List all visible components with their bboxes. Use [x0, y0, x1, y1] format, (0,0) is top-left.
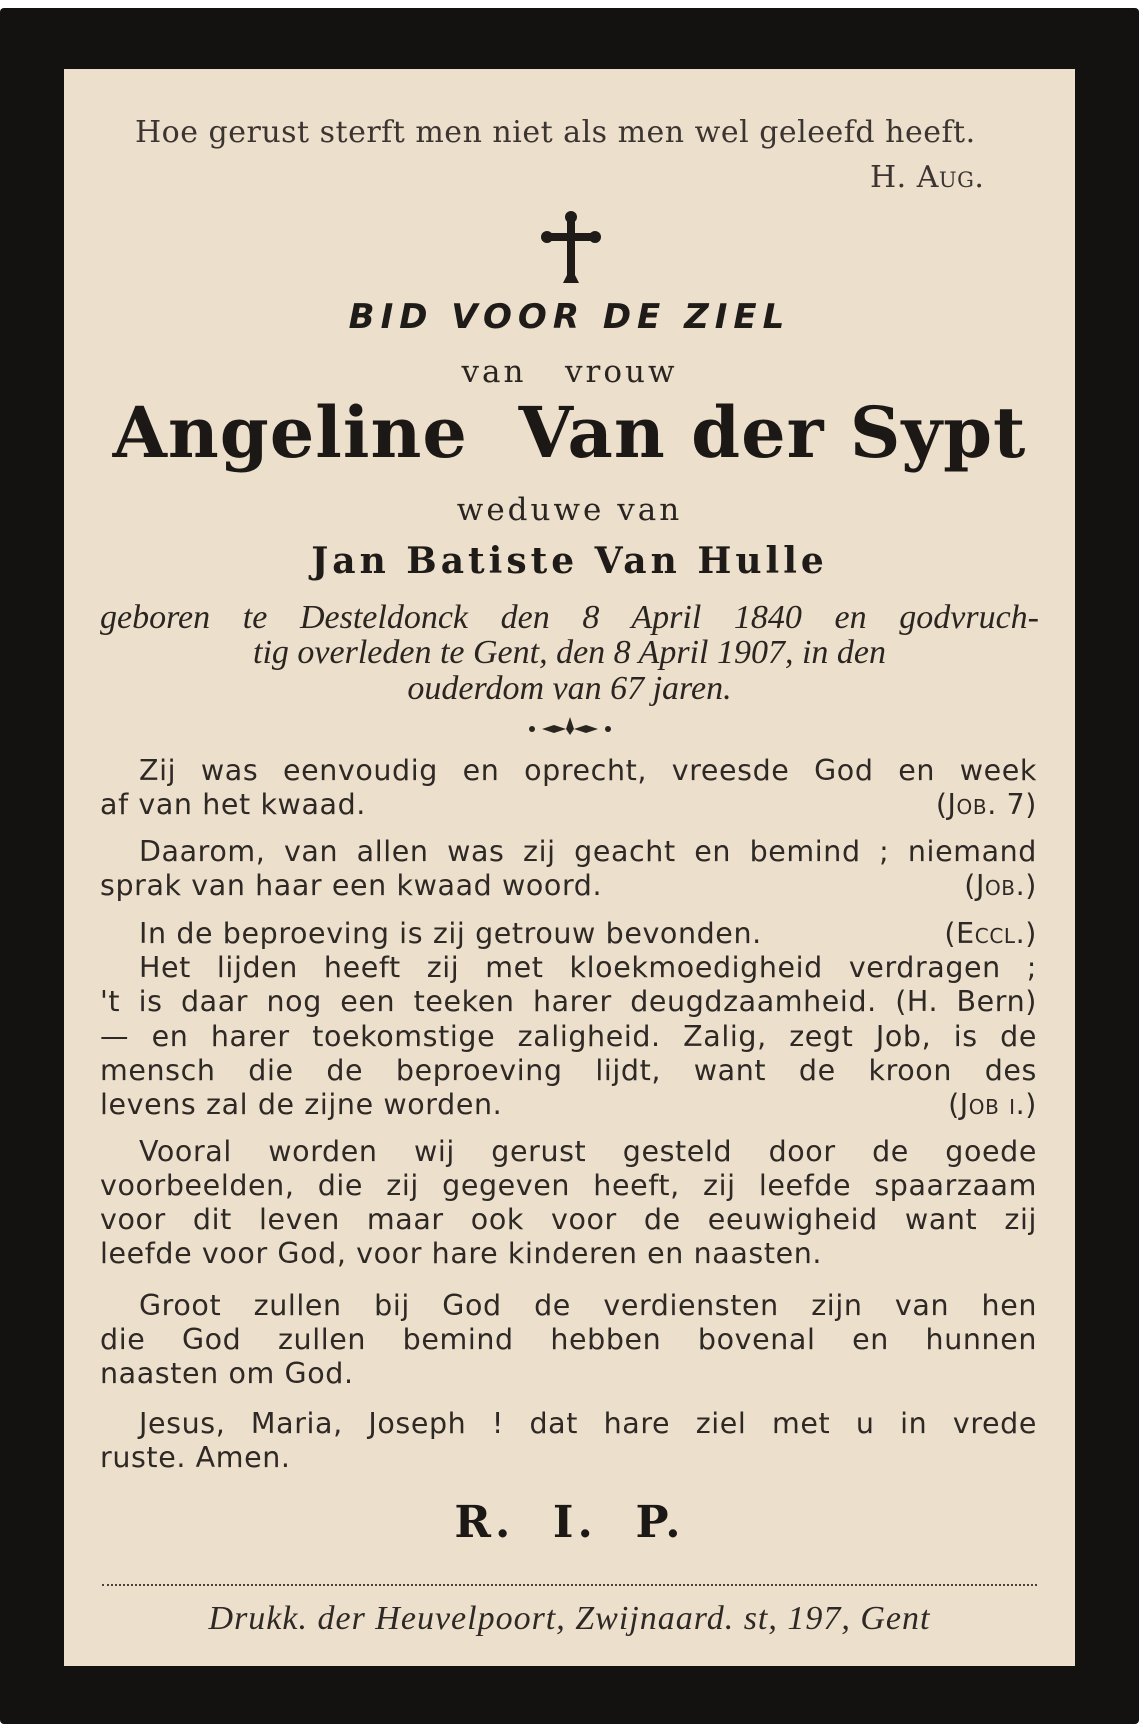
- paragraph-5-line-4: leefde voor God, voor hare kinderen en naasten.: [100, 1237, 823, 1270]
- epigraph-quote: Hoe gerust sterft men niet als men wel geleefd heeft.: [135, 115, 976, 150]
- paragraph-4-line-4: mensch die de beproeving lijdt, want de kroon des: [100, 1054, 1037, 1087]
- van-vrouw-label: van vrouw: [461, 354, 678, 390]
- paragraph-6-line-3: naasten om God.: [100, 1357, 354, 1390]
- paragraph-2-reference: (Job.): [964, 869, 1037, 902]
- husband-name: Jan Batiste Van Hulle: [311, 540, 828, 582]
- paragraph-5-line-2: voorbeelden, die zij gegeven heeft, zij leefde spaarzaam: [100, 1169, 1037, 1202]
- weduwe-label: weduwe van: [456, 492, 683, 528]
- paragraph-5-line-3: voor dit leven maar ook voor de eeuwigheid want zij: [100, 1203, 1037, 1236]
- paragraph-3-line-1: In de beproeving is zij getrouw bevonden.: [139, 917, 762, 950]
- paragraph-2-line-2: sprak van haar een kwaad woord.: [100, 869, 603, 902]
- paragraph-4-line-3: — en harer toekomstige zaligheid. Zalig, zegt Job, is de: [100, 1020, 1037, 1053]
- paragraph-6-line-2: die God zullen bemind hebben bovenal en hunnen: [100, 1323, 1037, 1356]
- paragraph-7-line-1: Jesus, Maria, Joseph ! dat hare ziel met u in vrede: [139, 1407, 1037, 1440]
- paragraph-1-line-1: Zij was eenvoudig en oprecht, vreesde God en week: [139, 754, 1037, 787]
- mourning-card-paper: [64, 69, 1075, 1666]
- printer-credit: Drukk. der Heuvelpoort, Zwijnaard. st, 197, Gent: [208, 1600, 931, 1637]
- paragraph-3-reference: (Eccl.): [944, 917, 1037, 950]
- epigraph-attribution: H. Aug.: [870, 160, 985, 195]
- paragraph-4-reference: (Job i.): [948, 1088, 1037, 1121]
- mourning-card-frame: [0, 8, 1139, 1724]
- paragraph-4-line-1: Het lijden heeft zij met kloekmoedigheid verdragen ;: [139, 951, 1037, 984]
- deceased-name: Angeline Van der Sypt: [112, 391, 1027, 474]
- paragraph-6-line-1: Groot zullen bij God de verdiensten zijn van hen: [139, 1289, 1037, 1322]
- prayer-heading: BID VOOR DE ZIEL: [348, 297, 791, 337]
- ornament-divider-icon: [526, 709, 614, 741]
- paragraph-5-line-1: Vooral worden wij gerust gesteld door de goede: [139, 1135, 1037, 1168]
- birth-death-line-1: geboren te Desteldonck den 8 April 1840 en godvruch-: [100, 599, 1039, 636]
- paragraph-7-line-2: ruste. Amen.: [100, 1441, 291, 1474]
- paragraph-4-line-5: levens zal de zijne worden.: [100, 1088, 503, 1121]
- paragraph-1-line-2: af van het kwaad.: [100, 788, 366, 821]
- dotted-divider: [102, 1584, 1037, 1586]
- paragraph-4-line-2: 't is daar nog een teeken harer deugdzaamheid. (H. Bern): [100, 985, 1037, 1018]
- paragraph-2-line-1: Daarom, van allen was zij geacht en bemind ; niemand: [139, 835, 1037, 868]
- cross-icon: [539, 211, 603, 287]
- rip-text: R. I. P.: [454, 1497, 685, 1548]
- birth-death-line-2: tig overleden te Gent, den 8 April 1907, in den: [253, 634, 886, 671]
- paragraph-1-reference: (Job. 7): [935, 788, 1037, 821]
- birth-death-line-3: ouderdom van 67 jaren.: [407, 670, 732, 707]
